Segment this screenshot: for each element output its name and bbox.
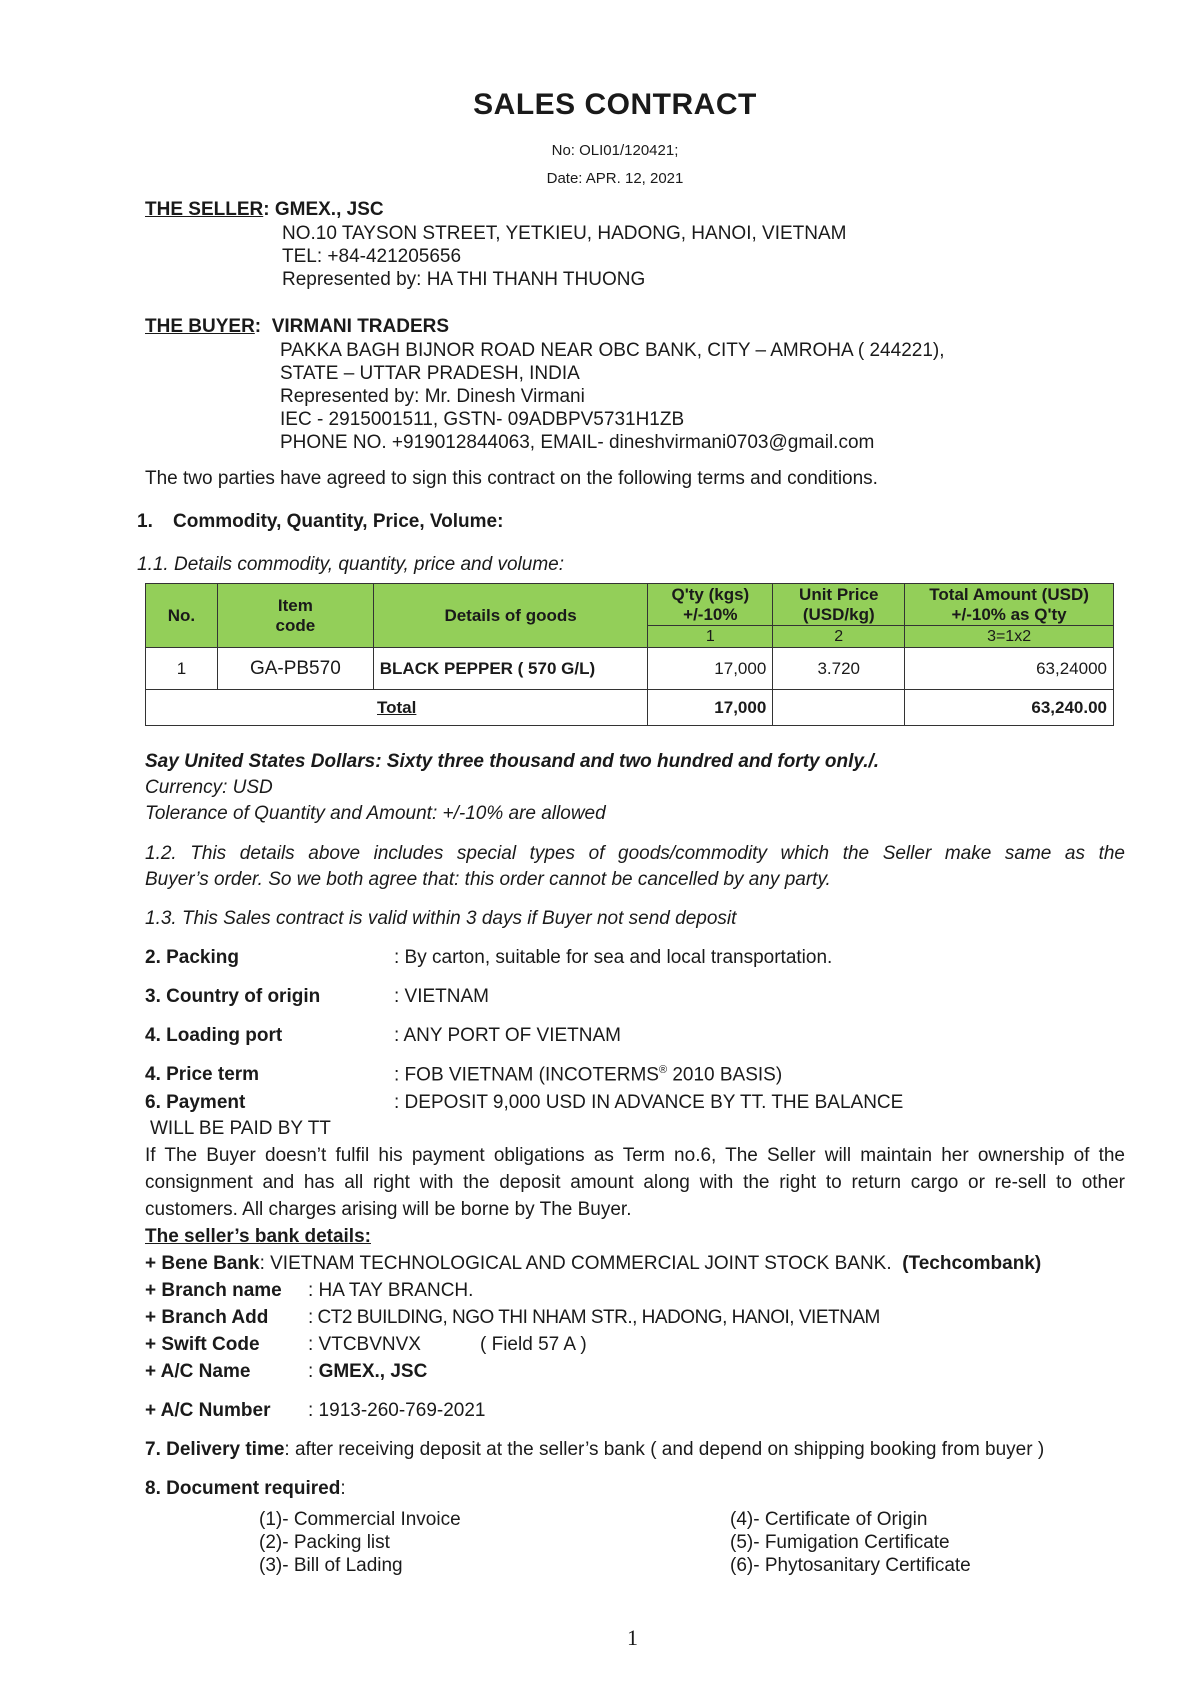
- doc-item: (3)- Bill of Lading: [259, 1555, 403, 1576]
- swift-value: : VTCBVNVX: [308, 1334, 421, 1355]
- ac-name-value: GMEX., JSC: [318, 1361, 428, 1382]
- buyer-representative: Represented by: Mr. Dinesh Virmani: [280, 386, 585, 407]
- bene-bank-short: (Techcombank): [902, 1253, 1042, 1274]
- header-item-code: Item code: [217, 584, 373, 648]
- seller-address: NO.10 TAYSON STREET, YETKIEU, HADONG, HANOI, VIETNAM: [282, 223, 847, 244]
- header-qty: Q'ty (kgs) +/-10%: [648, 584, 773, 626]
- payment-value: : DEPOSIT 9,000 USD IN ADVANCE BY TT. THE BALANCE: [394, 1092, 904, 1113]
- delivery-line: [145, 1439, 1044, 1461]
- clause-1-2-line2: Buyer’s order. So we both agree that: this order cannot be cancelled by any party.: [145, 869, 831, 890]
- branch-add-value: : CT2 BUILDING, NGO THI NHAM STR., HADONG, HANOI, VIETNAM: [308, 1307, 880, 1328]
- col-number-qty: 1: [648, 626, 773, 648]
- contract-number: No: OLI01/120421;: [551, 142, 679, 159]
- total-amount: 63,240.00: [905, 690, 1114, 726]
- row-no: 1: [146, 648, 218, 690]
- page-title: SALES CONTRACT: [473, 88, 757, 121]
- row-item-code: GA-PB570: [217, 648, 373, 690]
- contract-date: Date: APR. 12, 2021: [546, 170, 684, 187]
- amount-in-words: Say United States Dollars: Sixty three thousand and two hundred and forty only./.: [145, 751, 880, 772]
- branch-name-value: : HA TAY BRANCH.: [308, 1280, 474, 1301]
- buyer-label: THE BUYER: [145, 316, 255, 337]
- header-total-amount: Total Amount (USD) +/-10% as Q'ty: [905, 584, 1114, 626]
- table-total-row: [146, 690, 1114, 726]
- delivery-label: 7. Delivery time: [145, 1439, 285, 1460]
- ac-name-line: : GMEX., JSC: [308, 1361, 428, 1382]
- swift-field: ( Field 57 A ): [480, 1334, 587, 1355]
- seller-heading: THE SELLER: GMEX., JSC: [145, 199, 384, 220]
- buyer-address-line1: PAKKA BAGH BIJNOR ROAD NEAR OBC BANK, CITY – AMROHA ( 244221),: [280, 340, 945, 361]
- seller-tel: TEL: +84-421205656: [282, 246, 462, 267]
- bank-heading: The seller’s bank details:: [145, 1226, 371, 1247]
- section1-number: 1.: [137, 511, 153, 532]
- price-term-value: : FOB VIETNAM (INCOTERMS® 2010 BASIS): [394, 1064, 783, 1086]
- documents-label: 8. Document required: [145, 1478, 341, 1499]
- seller-representative: Represented by: HA THI THANH THUONG: [282, 269, 646, 290]
- payment-note-line3: customers. All charges arising will be borne by The Buyer.: [145, 1199, 632, 1220]
- bene-bank-line: [145, 1253, 1041, 1275]
- branch-add-label: + Branch Add: [145, 1307, 269, 1328]
- intro-text: The two parties have agreed to sign this contract on the following terms and conditions.: [145, 468, 878, 489]
- payment-label: 6. Payment: [145, 1092, 246, 1113]
- col-number-price: 2: [773, 626, 905, 648]
- doc-item: (4)- Certificate of Origin: [730, 1509, 928, 1530]
- swift-label: + Swift Code: [145, 1334, 260, 1355]
- tolerance: Tolerance of Quantity and Amount: +/-10% are allowed: [145, 803, 606, 824]
- table-header-row: [146, 584, 1114, 626]
- price-term-label: 4. Price term: [145, 1064, 260, 1085]
- total-price-empty: [773, 690, 905, 726]
- clause-1-2-line1: 1.2. This details above includes special types of goods/commodity which the Seller make same as the: [145, 843, 1125, 864]
- buyer-name: VIRMANI TRADERS: [271, 316, 450, 337]
- buyer-address-line2: STATE – UTTAR PRADESH, INDIA: [280, 363, 580, 384]
- ac-name-label: + A/C Name: [145, 1361, 251, 1382]
- doc-item: (5)- Fumigation Certificate: [730, 1532, 950, 1553]
- bene-bank-value: : VIETNAM TECHNOLOGICAL AND COMMERCIAL JOINT STOCK BANK.: [259, 1253, 892, 1274]
- seller-name: GMEX., JSC: [274, 199, 384, 220]
- packing-value: : By carton, suitable for sea and local transportation.: [394, 947, 833, 968]
- row-amount: 63,24000: [905, 648, 1114, 690]
- packing-label: 2. Packing: [145, 947, 239, 968]
- header-details: Details of goods: [373, 584, 648, 648]
- section1-heading: Commodity, Quantity, Price, Volume:: [173, 511, 504, 532]
- origin-label: 3. Country of origin: [145, 986, 321, 1007]
- payment-note-line2: consignment and has all right with the deposit amount along with the right to return cargo or re-sell to other: [145, 1172, 1125, 1193]
- header-no: No.: [146, 584, 218, 648]
- buyer-contact: PHONE NO. +919012844063, EMAIL- dineshvirmani0703@gmail.com: [280, 432, 875, 453]
- page-number: 1: [627, 1625, 638, 1650]
- currency: Currency: USD: [145, 777, 273, 798]
- section1-subheading: 1.1. Details commodity, quantity, price and volume:: [137, 554, 564, 575]
- clause-1-3: 1.3. This Sales contract is valid within 3 days if Buyer not send deposit: [145, 908, 737, 929]
- branch-name-label: + Branch name: [145, 1280, 282, 1301]
- total-qty: 17,000: [648, 690, 773, 726]
- goods-table: [145, 583, 1114, 726]
- payment-note-line1: If The Buyer doesn’t fulfil his payment obligations as Term no.6, The Seller will maintain her ownership of the: [145, 1145, 1125, 1166]
- doc-item: (6)- Phytosanitary Certificate: [730, 1555, 971, 1576]
- loading-port-label: 4. Loading port: [145, 1025, 283, 1046]
- row-qty: 17,000: [648, 648, 773, 690]
- delivery-value: : after receiving deposit at the seller’s bank ( and depend on shipping booking from buyer ): [284, 1439, 1045, 1460]
- header-unit-price: Unit Price (USD/kg): [773, 584, 905, 626]
- doc-item: (1)- Commercial Invoice: [259, 1509, 461, 1530]
- col-number-total: 3=1x2: [905, 626, 1114, 648]
- documents-heading: 8. Document required:: [145, 1478, 346, 1499]
- row-unit-price: 3.720: [773, 648, 905, 690]
- loading-port-value: : ANY PORT OF VIETNAM: [394, 1025, 621, 1046]
- origin-value: : VIETNAM: [394, 986, 490, 1007]
- row-details: BLACK PEPPER ( 570 G/L): [373, 648, 648, 690]
- table-row: [146, 648, 1114, 690]
- ac-number-value: : 1913-260-769-2021: [308, 1400, 486, 1421]
- bene-bank-label: + Bene Bank: [145, 1253, 260, 1274]
- total-label: Total: [377, 697, 417, 717]
- registered-mark: ®: [658, 1064, 668, 1076]
- payment-continued: WILL BE PAID BY TT: [150, 1118, 331, 1139]
- buyer-heading: THE BUYER: VIRMANI TRADERS: [145, 316, 450, 337]
- total-label-cell: [146, 690, 648, 726]
- seller-label: THE SELLER: [145, 199, 264, 220]
- doc-item: (2)- Packing list: [259, 1532, 390, 1553]
- buyer-iec-gstn: IEC - 2915001511, GSTN- 09ADBPV5731H1ZB: [280, 409, 685, 430]
- ac-number-label: + A/C Number: [145, 1400, 271, 1421]
